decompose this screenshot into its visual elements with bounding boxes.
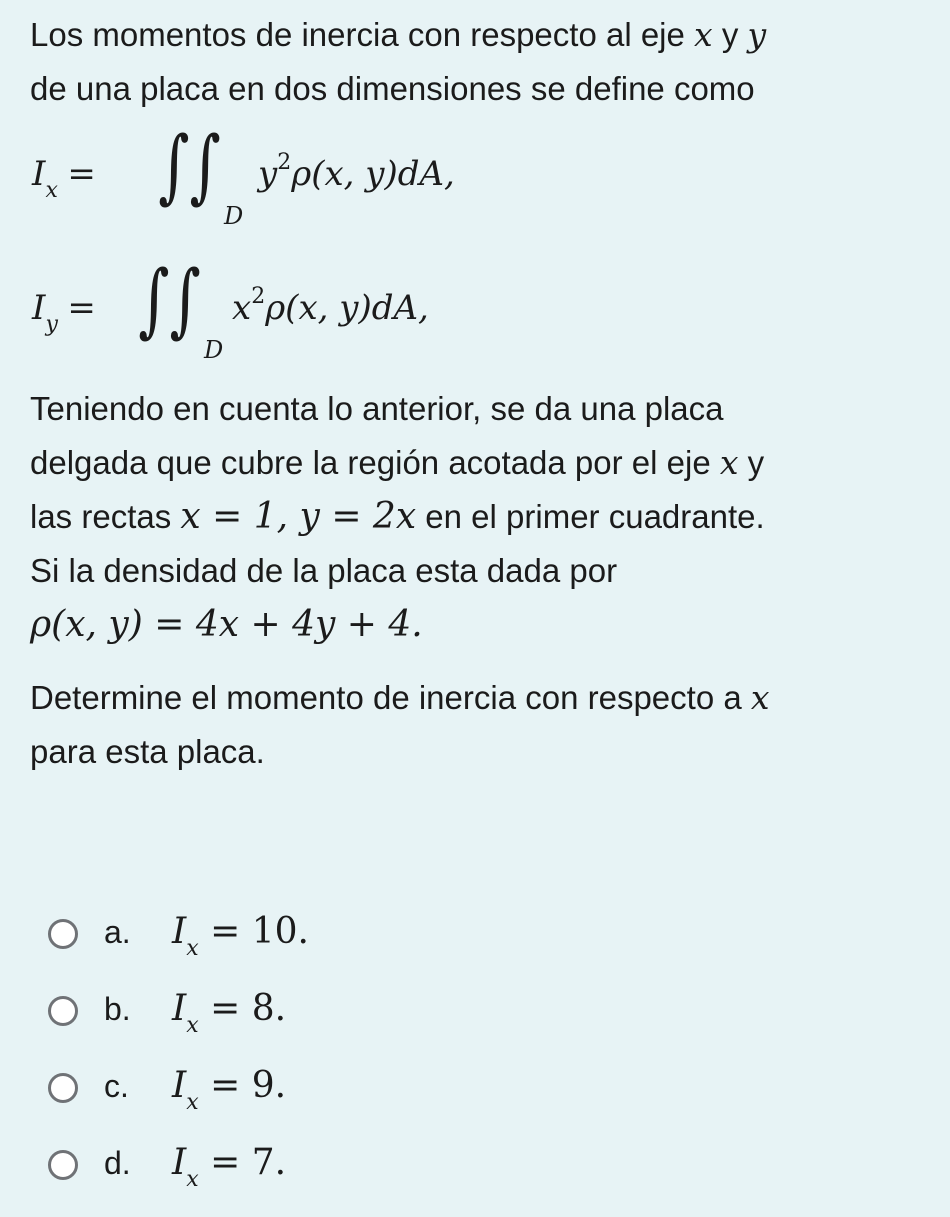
problem-line1: Teniendo en cuenta lo anterior, se da una placa bbox=[30, 390, 724, 427]
option-letter: a. bbox=[104, 914, 131, 950]
option-b[interactable] bbox=[48, 975, 908, 1052]
double-integral-symbol: ∫∫ bbox=[138, 253, 201, 346]
option-value: $I_x = 10$. bbox=[172, 911, 309, 961]
intro-and: y bbox=[712, 16, 748, 53]
integration-domain: D bbox=[224, 202, 244, 230]
equation-ix-integrand: $y^2\rho(x$, y)dA, bbox=[258, 150, 455, 194]
problem-line2: delgada que cubre la región acotada por el eje bbox=[30, 444, 720, 481]
intro-text: Los momentos de inercia con respecto al eje bbox=[30, 16, 695, 53]
option-value: $I_x = 8$. bbox=[172, 988, 287, 1038]
option-letter: c. bbox=[104, 1068, 129, 1104]
boundary-lines-math: x = 1, y = 2x bbox=[180, 496, 417, 537]
equation-iy-lhs: $I_y$ = bbox=[32, 288, 96, 337]
option-value: $I_x = 9$. bbox=[172, 1065, 287, 1115]
option-letter: b. bbox=[104, 991, 131, 1027]
question-x-var: x bbox=[750, 678, 770, 717]
integration-domain: D bbox=[204, 336, 224, 364]
problem-paragraph: Teniendo en cuenta lo anterior, se da una placa delgada que cubre la región acotada por el eje x y las rectas x = 1, y = 2x en el primer cuadrante. Si la densidad de la placa esta dada por ρ(x, y) = 4x + 4y + 4. bbox=[30, 390, 765, 645]
intro-paragraph bbox=[30, 8, 930, 116]
problem-line4: Si la densidad de la placa esta dada por bbox=[30, 552, 618, 589]
intro-y-var: y bbox=[747, 15, 767, 54]
question-line1: Determine el momento de inercia con respecto a bbox=[30, 679, 751, 716]
question-paragraph bbox=[30, 671, 930, 779]
radio-button[interactable] bbox=[48, 919, 78, 949]
intro-line2: de una placa en dos dimensiones se define como bbox=[30, 70, 755, 107]
density-function: ρ(x, y) = 4x + 4y + 4. bbox=[30, 604, 423, 645]
radio-button[interactable] bbox=[48, 1150, 78, 1180]
option-a[interactable] bbox=[48, 898, 908, 975]
option-letter: d. bbox=[104, 1145, 131, 1181]
double-integral-symbol: ∫∫ bbox=[158, 119, 221, 212]
equation-iy-integrand: $x^2\rho(x$, y)dA, bbox=[232, 284, 429, 328]
radio-button[interactable] bbox=[48, 996, 78, 1026]
option-d[interactable] bbox=[48, 1129, 908, 1206]
option-value: $I_x = 7$. bbox=[172, 1142, 287, 1192]
question-line2: para esta placa. bbox=[30, 733, 265, 770]
answer-options bbox=[48, 898, 908, 1206]
problem-x-var: x bbox=[719, 443, 739, 482]
option-c[interactable] bbox=[48, 1052, 908, 1129]
equation-ix-lhs: $I_x$ = bbox=[32, 154, 96, 203]
problem-line3: las rectas bbox=[30, 498, 181, 535]
intro-x-var: x bbox=[694, 15, 713, 54]
radio-button[interactable] bbox=[48, 1073, 78, 1103]
